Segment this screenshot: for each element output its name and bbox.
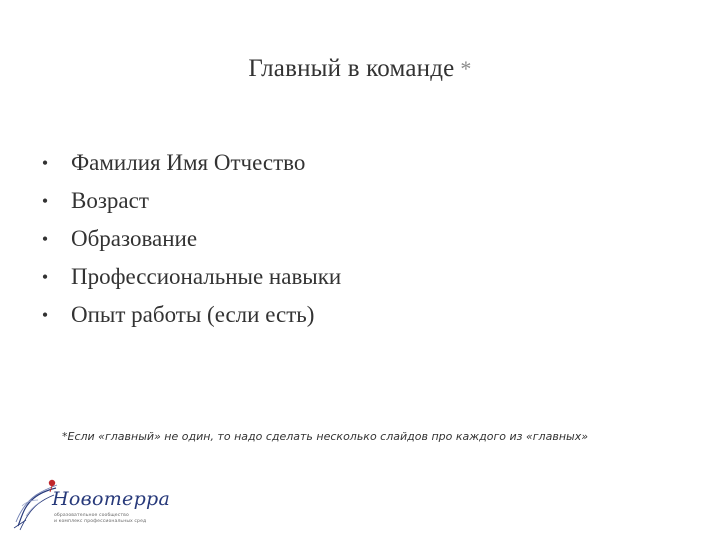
bullet-dot: • — [41, 229, 49, 249]
list-item-text: Возраст — [71, 188, 149, 213]
logo-caption-line1: образовательное сообщество — [54, 513, 129, 518]
list-item-text: Профессиональные навыки — [71, 264, 342, 289]
footnote: *Если «главный» не один, то надо сделать несколько слайдов про каждого из «главных» — [62, 430, 588, 443]
list-item — [38, 258, 341, 296]
bullet-dot: • — [41, 267, 49, 287]
list-item — [38, 144, 341, 182]
slide-title — [0, 52, 720, 86]
list-item — [38, 296, 341, 334]
logo-caption-line2: и комплекс профессиональных сред — [54, 519, 147, 524]
title-footnote-mark: * — [460, 56, 472, 81]
list-item — [38, 182, 341, 220]
list-item — [38, 220, 341, 258]
bullet-list — [38, 144, 341, 334]
bullet-dot: • — [41, 153, 49, 173]
bullet-dot: • — [41, 305, 49, 325]
novoterra-logo — [12, 476, 171, 534]
list-item-text: Образование — [71, 226, 198, 251]
bullet-dot: • — [41, 191, 49, 211]
list-item-text: Фамилия Имя Отчество — [71, 150, 306, 175]
slide-title-text: Главный в команде — [248, 55, 455, 82]
list-item-text: Опыт работы (если есть) — [71, 302, 315, 327]
logo-wordmark: Новотерра — [52, 488, 171, 510]
